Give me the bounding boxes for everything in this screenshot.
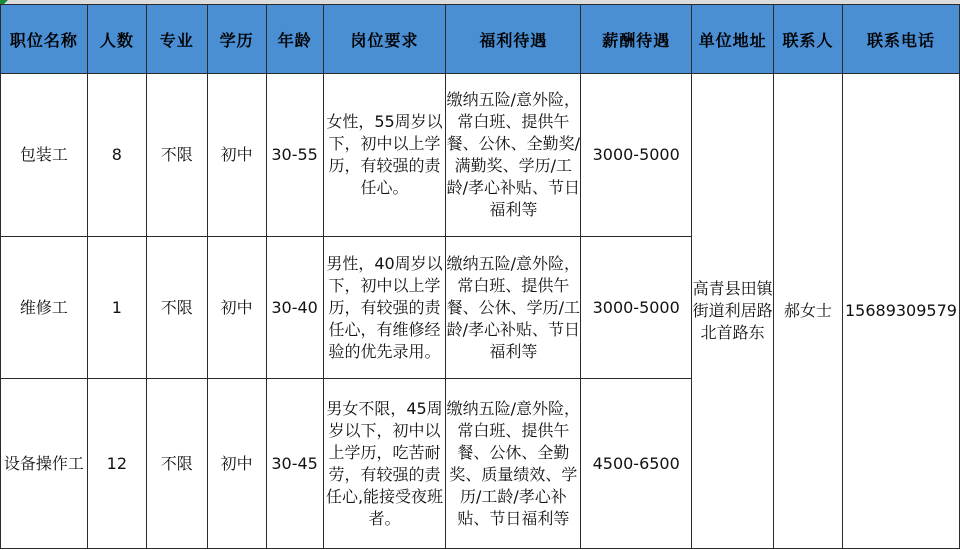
cell-welfare[interactable]: 缴纳五险/意外险，常白班、提供午餐、公休、全勤奖/满勤奖、学历/工龄/孝心补贴、节日福利等 [446,74,581,237]
cell-welfare[interactable]: 缴纳五险/意外险，常白班、提供午餐、公休、学历/工龄/孝心补贴、节日福利等 [446,237,581,379]
cell-salary[interactable]: 4500-6500 [581,379,692,549]
header-cell-welfare[interactable]: 福利待遇 [446,5,581,74]
cell-age[interactable]: 30-40 [266,237,323,379]
header-cell-count[interactable]: 人数 [87,5,146,74]
cell-major[interactable]: 不限 [146,237,207,379]
cell-salary[interactable]: 3000-5000 [581,237,692,379]
header-cell-major[interactable]: 专业 [146,5,207,74]
cell-requirement[interactable]: 男女不限，45周岁以下，初中以上学历，吃苦耐劳，有较强的责任心,能接受夜班者。 [323,379,446,549]
header-cell-requirement[interactable]: 岗位要求 [323,5,446,74]
header-cell-phone[interactable]: 联系电话 [842,5,959,74]
header-cell-address[interactable]: 单位地址 [692,5,774,74]
cell-education[interactable]: 初中 [207,74,266,237]
cell-age[interactable]: 30-45 [266,379,323,549]
cell-count[interactable]: 1 [87,237,146,379]
cell-contact[interactable]: 郝女士 [774,74,843,549]
cell-title[interactable]: 维修工 [1,237,88,379]
cell-count[interactable]: 12 [87,379,146,549]
cell-title[interactable]: 设备操作工 [1,379,88,549]
header-cell-title[interactable]: 职位名称 [1,5,88,74]
header-cell-contact[interactable]: 联系人 [774,5,843,74]
cell-education[interactable]: 初中 [207,379,266,549]
job-listing-table [0,4,960,549]
cell-phone[interactable]: 15689309579 [842,74,959,549]
cell-requirement[interactable]: 女性，55周岁以下，初中以上学历，有较强的责任心。 [323,74,446,237]
header-cell-salary[interactable]: 薪酬待遇 [581,5,692,74]
cell-count[interactable]: 8 [87,74,146,237]
cell-salary[interactable]: 3000-5000 [581,74,692,237]
cell-major[interactable]: 不限 [146,74,207,237]
header-cell-age[interactable]: 年龄 [266,5,323,74]
cell-title[interactable]: 包装工 [1,74,88,237]
cell-requirement[interactable]: 男性，40周岁以下，初中以上学历，有较强的责任心，有维修经验的优先录用。 [323,237,446,379]
cell-education[interactable]: 初中 [207,237,266,379]
cell-welfare[interactable]: 缴纳五险/意外险，常白班、提供午餐、公休、全勤奖、质量绩效、学历/工龄/孝心补贴、节日福利等 [446,379,581,549]
cell-address[interactable]: 高青县田镇街道利居路北首路东 [692,74,774,549]
header-cell-education[interactable]: 学历 [207,5,266,74]
header-row [1,5,960,74]
cell-major[interactable]: 不限 [146,379,207,549]
table-row [1,74,960,237]
cell-age[interactable]: 30-55 [266,74,323,237]
